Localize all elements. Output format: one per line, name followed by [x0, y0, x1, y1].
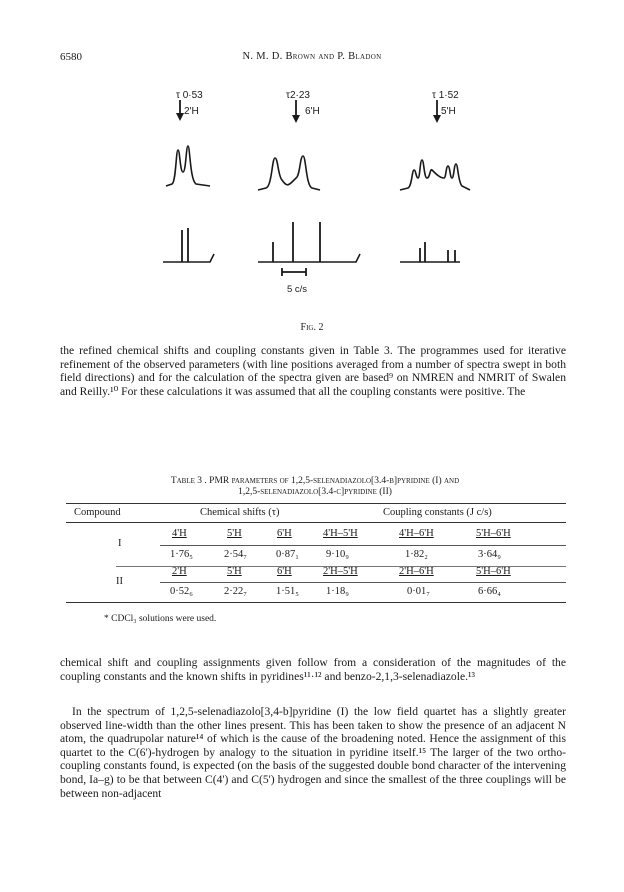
page-number: 6580 [60, 51, 82, 63]
arrow-icon [176, 100, 184, 121]
table-head-compound: Compound [74, 507, 121, 518]
table-head-shifts: Chemical shifts (τ) [200, 507, 280, 518]
running-header: N. M. D. Brown and P. Bladon [242, 51, 382, 62]
compound-name-2: II [116, 576, 123, 587]
scale-label: 5 c/s [287, 284, 308, 295]
paragraph-1: the refined chemical shifts and coupling constants given in Table 3. The programmes used for iterative refinement of the observed parameters (with line positions averaged from a number of spectra swept in both field directions) and for the calculation of the spectra given are based⁹ on NMREN and NMRIT of Swalen and Reilly.¹⁰ For these calculations it was assumed that all the coupling constants were positive. The [60, 344, 566, 398]
peak-tau-1: τ 0·53 [176, 90, 203, 101]
scale-bar [282, 268, 306, 276]
peak-tau-2: τ2·23 [286, 90, 310, 101]
arrow-icon [433, 100, 441, 123]
observed-spectrum-2 [258, 156, 320, 190]
table-title [90, 476, 540, 498]
figure-caption: Fig. 2 [300, 322, 324, 333]
nmr-spectra-figure [0, 0, 624, 330]
arrow-icon [292, 100, 300, 123]
table-footnote: * CDCl₃ solutions were used. [104, 614, 217, 624]
table-head-coupling: Coupling constants (J c/s) [383, 507, 492, 518]
compound-name-1: I [118, 538, 122, 549]
observed-spectrum-1 [166, 146, 210, 186]
paragraph-3: In the spectrum of 1,2,5-selenadiazolo[3,4-b]pyridine (I) the low field quartet has a slightly greater observed line-width than the other lines present. This has been taken to show the presence of an adjacent N atom, the quadrupolar nature¹⁴ of which is the cause of the broadening noted. Hence the assignment of this quartet to the C(6')-hydrogen by analogy to the situation in pyridine itself.¹⁵ The larger of the two ortho-coupling constants found, is expected (on the basis of the suggested double bond character of the intervening bond, Ia–g) to be that between C(4') and C(5') hydrogen and since the smallest of the three couplings will be between non-adjacent [60, 705, 566, 800]
peak-tau-3: τ 1·52 [432, 90, 459, 101]
peak-label-3: 5'H [441, 106, 456, 117]
paragraph-2: chemical shift and coupling assignments given follow from a consideration of the magnitudes of the coupling constants and the known shifts in pyridines¹¹·¹² and benzo-2,1,3-selenadiazole.¹³ [60, 656, 566, 683]
table-title-line-1: Table 3 . PMR parameters of 1,2,5-selenadiazolo[3.4-b]pyridine (I) and [170, 476, 460, 486]
observed-spectrum-3 [400, 160, 470, 190]
peak-label-2: 6'H [305, 106, 320, 117]
table-title-line-2: 1,2,5-selenadiazolo[3.4-c]pyridine (II) [238, 487, 392, 497]
peak-label-1: 2'H [184, 106, 199, 117]
